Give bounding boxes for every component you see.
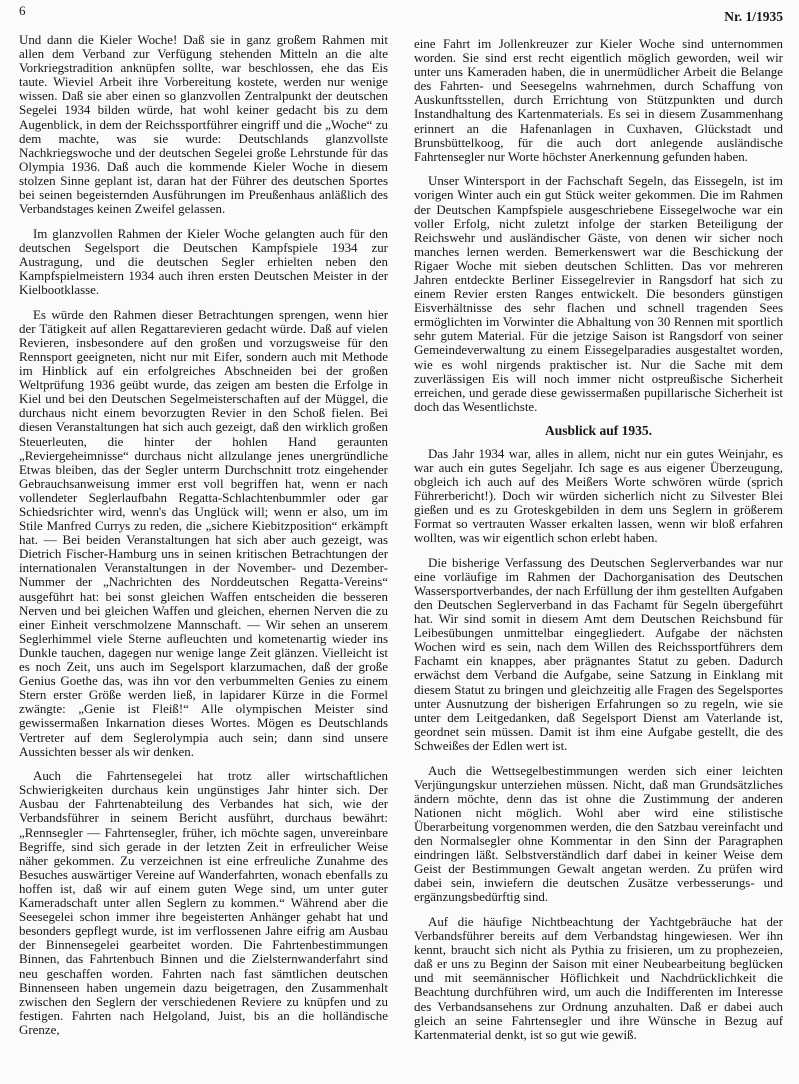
left-column — [19, 33, 388, 1081]
paragraph: Die bisherige Verfassung des Deutschen Seglerverbandes war nur eine vorläufige im Rahmen der Dachorganisation des Deutschen Wassersportverbandes, der nach Erfüllung der ihm gestellten Aufgaben den Deutschen Seglerverband in das Fachamt für Segeln übergeführt hat. Wir sind somit in diesem Amt dem Deutschen Reichsbund für Leibesübungen unmittelbar eingegliedert. Aufgabe der nächsten Wochen wird es sein, nach dem Willen des Reichssportführers dem Fachamt ein knappes, aber prägnantes Statut zu geben. Dadurch erwächst dem Verband die Aufgabe, seine Satzung in Einklang mit diesem Statut zu bringen und gleichzeitig alle Fragen des Segelsportes unter Ausnutzung der bisherigen Erfahrungen so zu regeln, wie sie unter dem Leitgedanken, daß Segelsport Dienst am Vaterlande ist, geordnet sein müssen. Damit ist ihm eine Aufgabe gestellt, die des Schweißes der Edlen wert ist. — [414, 554, 783, 753]
paragraph: Auf die häufige Nichtbeachtung der Yachtgebräuche hat der Verbandsführer bereits auf dem Verbandstag hingewiesen. Wer ihn kennt, braucht sich nicht als Pythia zu frisieren, um zu prophezeien, daß er uns zu Beginn der Saison mit einer Neubearbeitung beglücken und mit seemännischer Höflichkeit und Nachdrücklichkeit die Beachtung durchführen wird, um auch die Indifferenten im Interesse des Verbandsansehens zur Ordnung anzuhalten. Daß er dabei auch gleich an seine Fahrtensegler und ihre Wünsche in Bezug auf Kartenmaterial denkt, ist so gut wie gewiß. — [414, 913, 783, 1042]
paragraph: Und dann die Kieler Woche! Daß sie in ganz großem Rahmen mit allen dem Verband zur Verfügung stehenden Mitteln an die alte Vorkriegstradition anknüpfen sollte, war beschlossen, ehe das Eis taute. Wieviel Arbeit ihre Vorbereitung kostete, werden nur wenige wissen. Daß sie aber einen so glanzvollen Zentralpunkt der deutschen Segelei 1934 bilden würde, hat wohl keiner gedacht bis zu dem Augenblick, in dem der Reichssportführer eingriff und die „Woche“ zu dem machte, was sie wurde: Deutschlands glanzvollste Nachkriegswoche und der deutschen Segelei große Lehrstunde für das Olympia 1936. Daß auch die kommende Kieler Woche in diesem stolzen Sinne geplant ist, daran hat der Führer des deutschen Sportes bei seinen begeisternden Ausführungen im Preußenhaus anläßlich des Verbandstages keinen Zweifel gelassen. — [19, 33, 388, 217]
paragraph: Es würde den Rahmen dieser Betrachtungen sprengen, wenn hier der Tätigkeit auf allen Regattarevieren gedacht würde. Daß auf vielen Revieren, insbesondere auf den großen und vorzugsweise für den Rennsport geeigneten, nicht nur mit Eifer, sondern auch mit Methode im Hinblick auf ein erfolgreiches Abschneiden bei der großen Weltprüfung 1936 geübt wurde, das zeigen am besten die Erfolge in Kiel und bei den Deutschen Segelmeisterschaften auf der Müggel, die durchaus nicht einem bevorzugten Revier in den Schoß fielen. Bei diesen Veranstaltungen hat sich auch gezeigt, daß den wirklich großen Steuerleuten, die hinter der hohlen Hand geraunten „Reviergeheimnisse“ durchaus nicht allzulange jenes unergründliche Etwas bleiben, das der Segler unterm Durchschnitt trotz eingehender Gebrauchsanweisung immer erst voll begriffen hat, wenn er nach vollendeter Seglerlaufbahn Regatta-Schlachtenbummler oder gar Schiedsrichter wird, wenn's das Unglück will; wenn er also, um im Stile Manfred Currys zu reden, die „sichere Kiebitzposition“ erkämpft hat. — Bei beiden Veranstaltungen hat sich aber auch gezeigt, was Dietrich Fischer-Hamburg uns in seinen kritischen Betrachtungen der internationalen Veranstaltungen in der November- und Dezember-Nummer der „Nachrichten des Norddeutschen Regatta-Vereins“ ausgeführt hat: bei sonst gleichen Waffen entscheiden die besseren Nerven und bei gleichen Waffen und gleichen, ehernen Nerven die zu einer Einheit verschmolzene Mannschaft. — Wir sehen an unserem Seglerhimmel viele Sterne aufleuchten und kometenartig wieder ins Dunkle tauchen, dagegen nur wenige lange Zeit glänzen. Vielleicht ist es noch Zeit, uns auch im Segelsport klarzumachen, daß der große Genius Goethe das, was ihn vor den verbummelten Genies zu einem Stern erster Größe werden ließ, in lapidarer Kürze in die Formel zwängte: „Genie ist Fleiß!“ Alle olympischen Meister sind gewissermaßen Inkarnation dieses Wortes. Mögen es Deutschlands Vertreter auf dem Seglerolympia auch sein; dann sind unsere Aussichten besser als wir denken. — [19, 306, 388, 759]
issue-number: Nr. 1/1935 — [724, 9, 783, 24]
paragraph: Unser Wintersport in der Fachschaft Segeln, das Eissegeln, ist im vorigen Winter auch ein gut Stück weiter gekommen. Die im Rahmen der Deutschen Kampfspiele ausgeschriebene Eissegelwoche war ein voller Erfolg, nicht zuletzt infolge der starken Beteiligung der Reichswehr und ausländischer Gäste, von denen wir sicher noch manches lernen werden. Bemerkenswert war die Beschickung der Rigaer Woche mit sieben deutschen Schlitten. Das vor mehreren Jahren entdeckte Berliner Eissegelrevier in Rangsdorf hat sich zu einem Revier ersten Ranges entwickelt. Die besonders günstigen Eisverhältnisse des sehr flachen und schnell tragenden Sees ermöglichten im Vorwinter die Abhaltung von 30 Rennen mit sportlich sehr gutem Material. Für die jetzige Saison ist Rangsdorf von seiner Gemeindeverwaltung zu einem Eissegelparadies ausgestaltet worden, wie es wohl nirgends praktischer ist. Nur die Sache mit dem zuverlässigen Eis will noch immer nicht ostpreußische Sicherheit erreichen, und gerade diese gewissermaßen pupillarische Sicherheit ist doch das Wesentlichste. — [414, 173, 783, 414]
paragraph: Auch die Fahrtensegelei hat trotz aller wirtschaftlichen Schwierigkeiten durchaus kein ungünstiges Jahr hinter sich. Der Ausbau der Fahrtenabteilung des Verbandes hat sich, wie der Verbandsführer in seinem Bericht ausführt, durchaus bewährt: „Rennsegler — Fahrtensegler, früher, ich möchte sagen, unvereinbare Begriffe, sind sich gerade in der letzten Zeit in erfreulicher Weise näher gekommen. Zu verzeichnen ist eine erfreuliche Zunahme des Besuches auswärtiger Vereine auf Wanderfahrten, wonach ebenfalls zu hoffen ist, daß wir auf einem guten Wege sind, um unter guter Kameradschaft unter allen Seglern zu kommen.“ Während aber die Seesegelei schon immer ihre begeisterten Anhänger gehabt hat und besonders gepflegt wurde, ist im verflossenen Jahre eifrig am Ausbau der Binnensegelei gearbeitet worden. Die Fahrtenbestimmungen Binnen, das Fahrtenbuch Binnen und die Zielsternwanderfahrt sind neu geschaffen worden. Fahrten nach fast sämtlichen deutschen Binnenseen haben ungemein dazu beigetragen, den Zusammenhalt zwischen den Seglern der verschiedenen Reviere zu knüpfen und zu festigen. Fahrten nach Helgoland, Juist, bis an die holländische Grenze, — [19, 768, 388, 1037]
paragraph: Das Jahr 1934 war, alles in allem, nicht nur ein gutes Weinjahr, es war auch ein gutes Segeljahr. Ich sage es aus eigener Überzeugung, obgleich ich auch auf des Meißers Worte schwören würde (sprich Führerbericht!). Doch wir würden sicherlich nicht zu Silvester Blei gießen und es zu Groteskgebilden in dem uns Seglern in größerem Format so vertrauten Wasser erkalten lassen, wenn wir bloß erfahren wollten, was wir eigentlich schon erlebt haben. — [414, 445, 783, 546]
section-heading: Ausblick auf 1935. — [545, 423, 652, 439]
paragraph: Im glanzvollen Rahmen der Kieler Woche gelangten auch für den deutschen Segelsport die Deutschen Kampfspiele 1934 zur Austragung, und die deutschen Segler erhielten neben den Kampfspielmeistern 1934 auch ihren ersten Deutschen Meister in der Kielbootklasse. — [19, 225, 388, 298]
right-column — [414, 37, 783, 1084]
paragraph: eine Fahrt im Jollenkreuzer zur Kieler Woche sind unternommen worden. Sie sind erst recht eigentlich möglich geworden, weil wir unter uns Kameraden haben, die in unermüdlicher Arbeit die Belange des Fahrten- und Seesegelns wahrnehmen, durch Schaffung von Auskunftsstellen, durch Errichtung von Stützpunkten und durch Instandhaltung des Kartenmaterials. Es sei in diesem Zusammenhang erinnert an die Hafenanlagen in Cuxhaven, Glückstadt und Brunsbüttelkoog, für die auch dort anlegende ausländische Fahrtensegler nur Worte höchster Anerkennung gefunden haben. — [414, 37, 783, 164]
page-number: 6 — [19, 3, 26, 18]
paragraph: Auch die Wettsegelbestimmungen werden sich einer leichten Verjüngungskur unterziehen müssen. Nicht, daß man Grundsätzliches ändern möchte, denn das ist ohne die Zustimmung der anderen Nationen nicht möglich. Wohl aber wird eine stilistische Überarbeitung vorgenommen werden, die den Satzbau vereinfacht und den Normalsegler ohne Kommentar in den Sinn der Paragraphen eindringen läßt. Selbstverständlich darf dabei in keiner Weise dem Geist der Bestimmungen Gewalt angetan werden. Zu prüfen wird dabei sein, inwiefern die deutschen Zusätze verbesserungs- und ergänzungsbedürftig sind. — [414, 762, 783, 905]
